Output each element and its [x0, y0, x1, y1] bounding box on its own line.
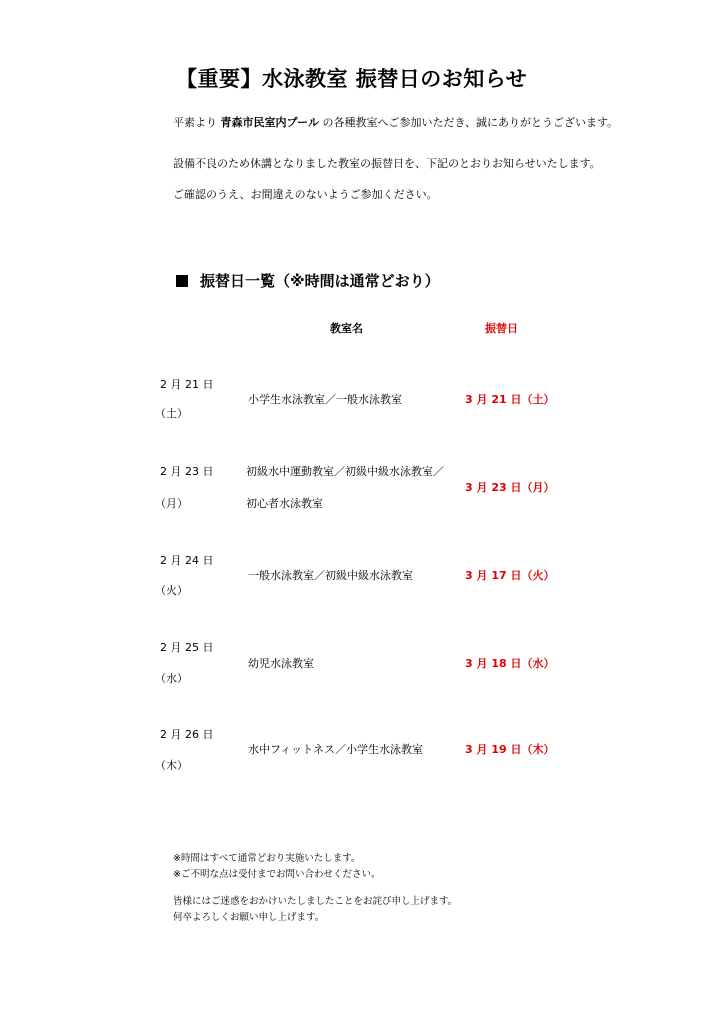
- row-2-class-line-2: 初心者水泳教室: [246, 497, 323, 510]
- row-3-substitute: 3 月 17 日（火）: [465, 569, 555, 582]
- row-3-class: 一般水泳教室／初級中級水泳教室: [248, 569, 413, 582]
- intro-line-2: 設備不良のため休講となりました教室の振替日を、下記のとおりお知らせいたします。: [173, 157, 601, 170]
- row-1-date: 2 月 21 日: [160, 378, 214, 391]
- page-title: 【重要】水泳教室 振替日のお知らせ: [176, 67, 528, 91]
- row-2-dow: （月）: [155, 497, 188, 510]
- intro-prefix: 平素より: [173, 116, 221, 129]
- intro-line-3: ご確認のうえ、お間違えのないようご参加ください。: [173, 188, 438, 201]
- note-2: ※ご不明な点は受付までお問い合わせください。: [173, 869, 381, 880]
- square-bullet-icon: [176, 275, 188, 287]
- note-1: ※時間はすべて通常どおり実施いたします。: [173, 853, 361, 864]
- closing-line-1: 皆様にはご迷惑をおかけいたしましたことをお詫び申し上げます。: [173, 896, 458, 907]
- intro-line-1: [173, 114, 618, 130]
- row-1-class: 小学生水泳教室／一般水泳教室: [248, 393, 402, 406]
- row-2-substitute: 3 月 23 日（月）: [465, 481, 555, 494]
- row-5-class: 水中フィットネス／小学生水泳教室: [248, 743, 424, 756]
- header-substitute-date: 振替日: [485, 322, 518, 335]
- header-class-name: 教室名: [330, 322, 363, 335]
- row-1-dow: （土）: [155, 407, 188, 420]
- row-4-dow: （水）: [155, 672, 188, 685]
- row-5-substitute: 3 月 19 日（木）: [465, 743, 555, 756]
- row-5-date: 2 月 26 日: [160, 728, 214, 741]
- row-2-date: 2 月 23 日: [160, 465, 214, 478]
- intro-suffix: の各種教室へご参加いただき、誠にありがとうございます。: [318, 116, 619, 129]
- facility-name: 青森市民室内プール: [220, 116, 319, 129]
- row-4-substitute: 3 月 18 日（水）: [465, 657, 555, 670]
- row-2-class-line-1: 初級水中運動教室／初級中級水泳教室／: [246, 465, 444, 478]
- row-1-substitute: 3 月 21 日（土）: [465, 393, 555, 406]
- closing-line-2: 何卒よろしくお願い申し上げます。: [173, 912, 325, 923]
- row-5-dow: （木）: [155, 759, 188, 772]
- row-4-class: 幼児水泳教室: [248, 657, 314, 670]
- row-3-dow: （火）: [155, 584, 188, 597]
- section-heading-text: 振替日一覧（※時間は通常どおり）: [200, 272, 440, 290]
- row-3-date: 2 月 24 日: [160, 554, 214, 567]
- section-heading: [176, 270, 440, 291]
- row-4-date: 2 月 25 日: [160, 641, 214, 654]
